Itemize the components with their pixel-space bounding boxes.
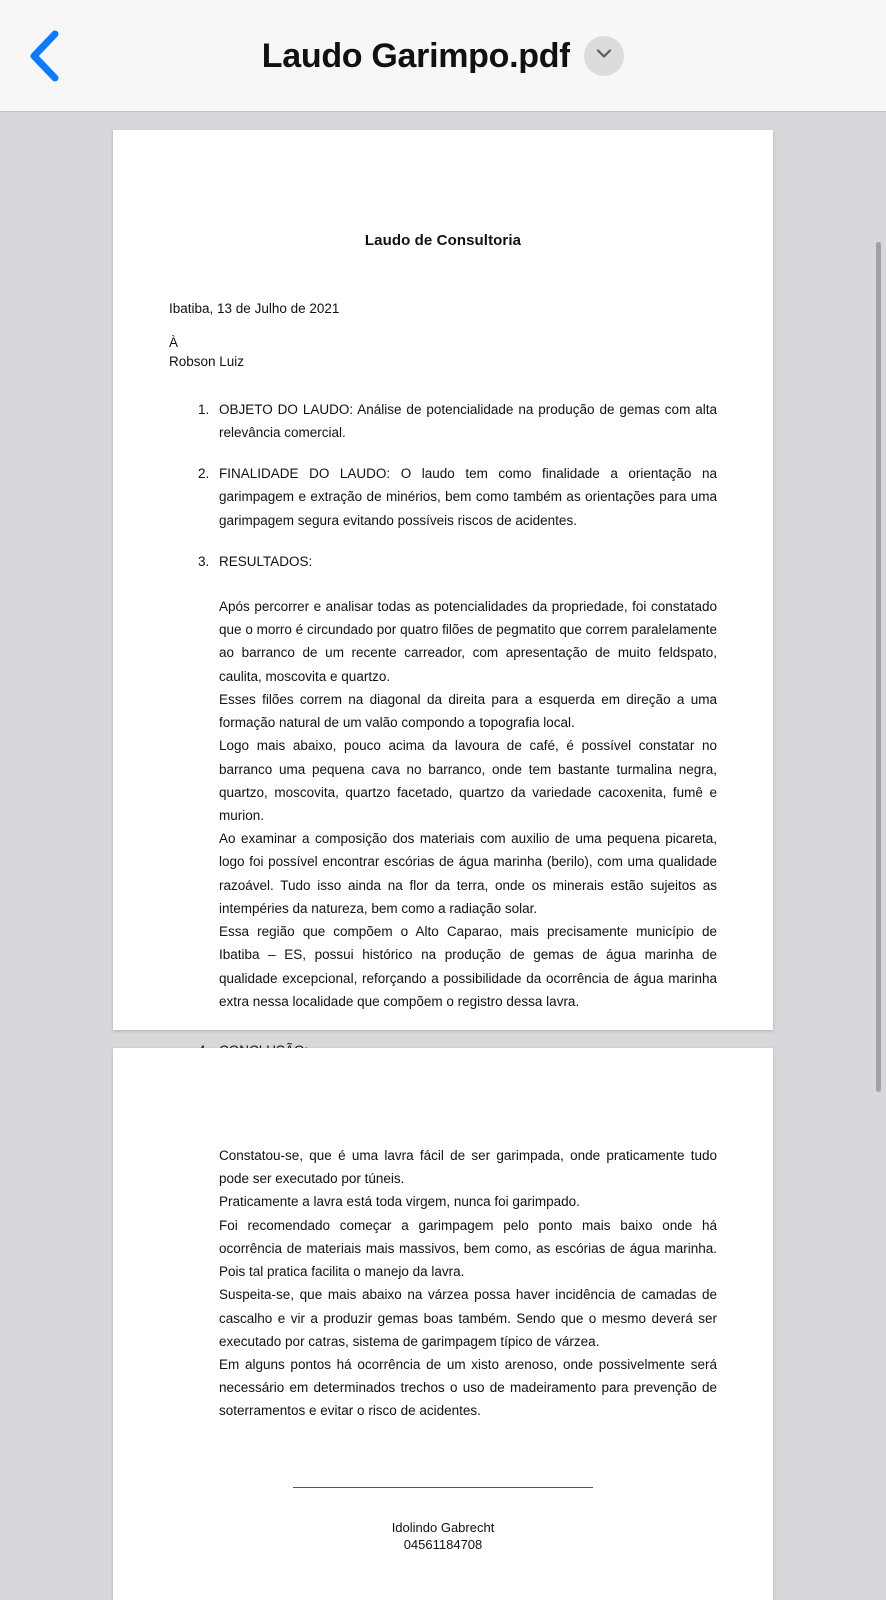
salutation-line: À xyxy=(169,334,179,350)
page-title: Laudo Garimpo.pdf xyxy=(261,38,571,73)
back-button[interactable] xyxy=(18,27,70,85)
document-menu-button[interactable] xyxy=(584,36,624,76)
item-text: OBJETO DO LAUDO: Análise de potencialidade na produção de gemas com alta relevância comercial. xyxy=(219,401,717,440)
signature-block xyxy=(169,1475,717,1554)
document-scroll-area[interactable] xyxy=(0,112,886,1600)
document-metadata xyxy=(169,299,717,372)
paragraph: Após percorrer e analisar todas as potencialidades da propriedade, foi constatado que o morro é circundado por quatro filões de pegmatito que correm paralelamente ao barranco de um recente carreador, com apresentação de muito feldspato, caulita, moscovita e quartzo. xyxy=(219,599,717,684)
navigation-bar xyxy=(0,0,886,112)
signature-document-number: 04561184708 xyxy=(403,1537,483,1553)
paragraph: Logo mais abaixo, pouco acima da lavoura de café, é possível constatar no barranco uma pequena cava no barranco, onde tem bastante turmalina negra, quartzo, moscovita, quartzo facetado, quartzo da variedade cacoxenita, fumê e murion. xyxy=(219,738,717,823)
document-heading: Laudo de Consultoria xyxy=(364,232,522,249)
paragraph: Esses filões correm na diagonal da direita para a esquerda em direção a uma formação natural de um valão compondo a topografia local. xyxy=(219,691,717,731)
paragraph: Em alguns pontos há ocorrência de um xisto arenoso, onde possivelmente será necessário em determinados trechos o uso de madeiramento para prevenção de soterramentos e evitar o risco de acidentes. xyxy=(219,1356,717,1419)
paragraph: Essa região que compõem o Alto Caparao, mais precisamente município de Ibatiba – ES, possui histórico na produção de gemas de água marinha de qualidade excepcional, reforçando a possibilidade da ocorrência de água marinha extra nessa localidade que compõem o registro dessa lavra. xyxy=(219,924,717,1009)
vertical-scrollbar[interactable] xyxy=(876,242,881,1092)
list-item xyxy=(213,462,717,532)
document-page-1 xyxy=(113,130,773,1030)
paragraph: Foi recomendado começar a garimpagem pelo ponto mais baixo onde há ocorrência de materiais mais massivos, bem como, as escórias de água marinha. Pois tal pratica facilita o manejo da lavra. xyxy=(219,1217,717,1280)
list-item xyxy=(213,398,717,444)
numbered-items-list xyxy=(169,398,717,573)
item-text: RESULTADOS: xyxy=(219,553,313,569)
signature-line xyxy=(293,1487,593,1488)
place-date-line: Ibatiba, 13 de Julho de 2021 xyxy=(169,301,340,316)
results-body xyxy=(169,595,717,1013)
paragraph: Ao examinar a composição dos materiais com auxilio de uma pequena picareta, logo foi possível encontrar escórias de água marinha (berilo), com uma qualidade razoável. Tudo isso ainda na flor da terra, onde os minerais estão sujeitos as intempéries da natureza, bem como a radiação solar. xyxy=(219,831,717,916)
paragraph: Suspeita-se, que mais abaixo na várzea possa haver incidência de camadas de cascalho e vir a produzir gemas boas também. Sendo que o mesmo deverá ser executado por catras, sistema de garimpagem típico de várzea. xyxy=(219,1287,717,1349)
paragraph: Constatou-se, que é uma lavra fácil de ser garimpada, onde praticamente tudo pode ser executado por túneis. xyxy=(219,1148,717,1187)
signature-name: Idolindo Gabrecht xyxy=(391,1519,495,1535)
paragraph: Praticamente a lavra está toda virgem, nunca foi garimpado. xyxy=(219,1194,580,1210)
addressee-line: Robson Luiz xyxy=(169,354,245,370)
chevron-down-icon xyxy=(594,43,614,68)
conclusion-body xyxy=(169,1144,717,1423)
title-group xyxy=(262,36,624,76)
chevron-left-icon xyxy=(27,29,61,83)
item-text: FINALIDADE DO LAUDO: O laudo tem como finalidade a orientação na garimpagem e extração de minérios, bem como também as orientações para uma garimpagem segura evitando possíveis riscos de acidentes. xyxy=(219,466,717,528)
list-item xyxy=(213,550,717,573)
document-page-2 xyxy=(113,1048,773,1600)
